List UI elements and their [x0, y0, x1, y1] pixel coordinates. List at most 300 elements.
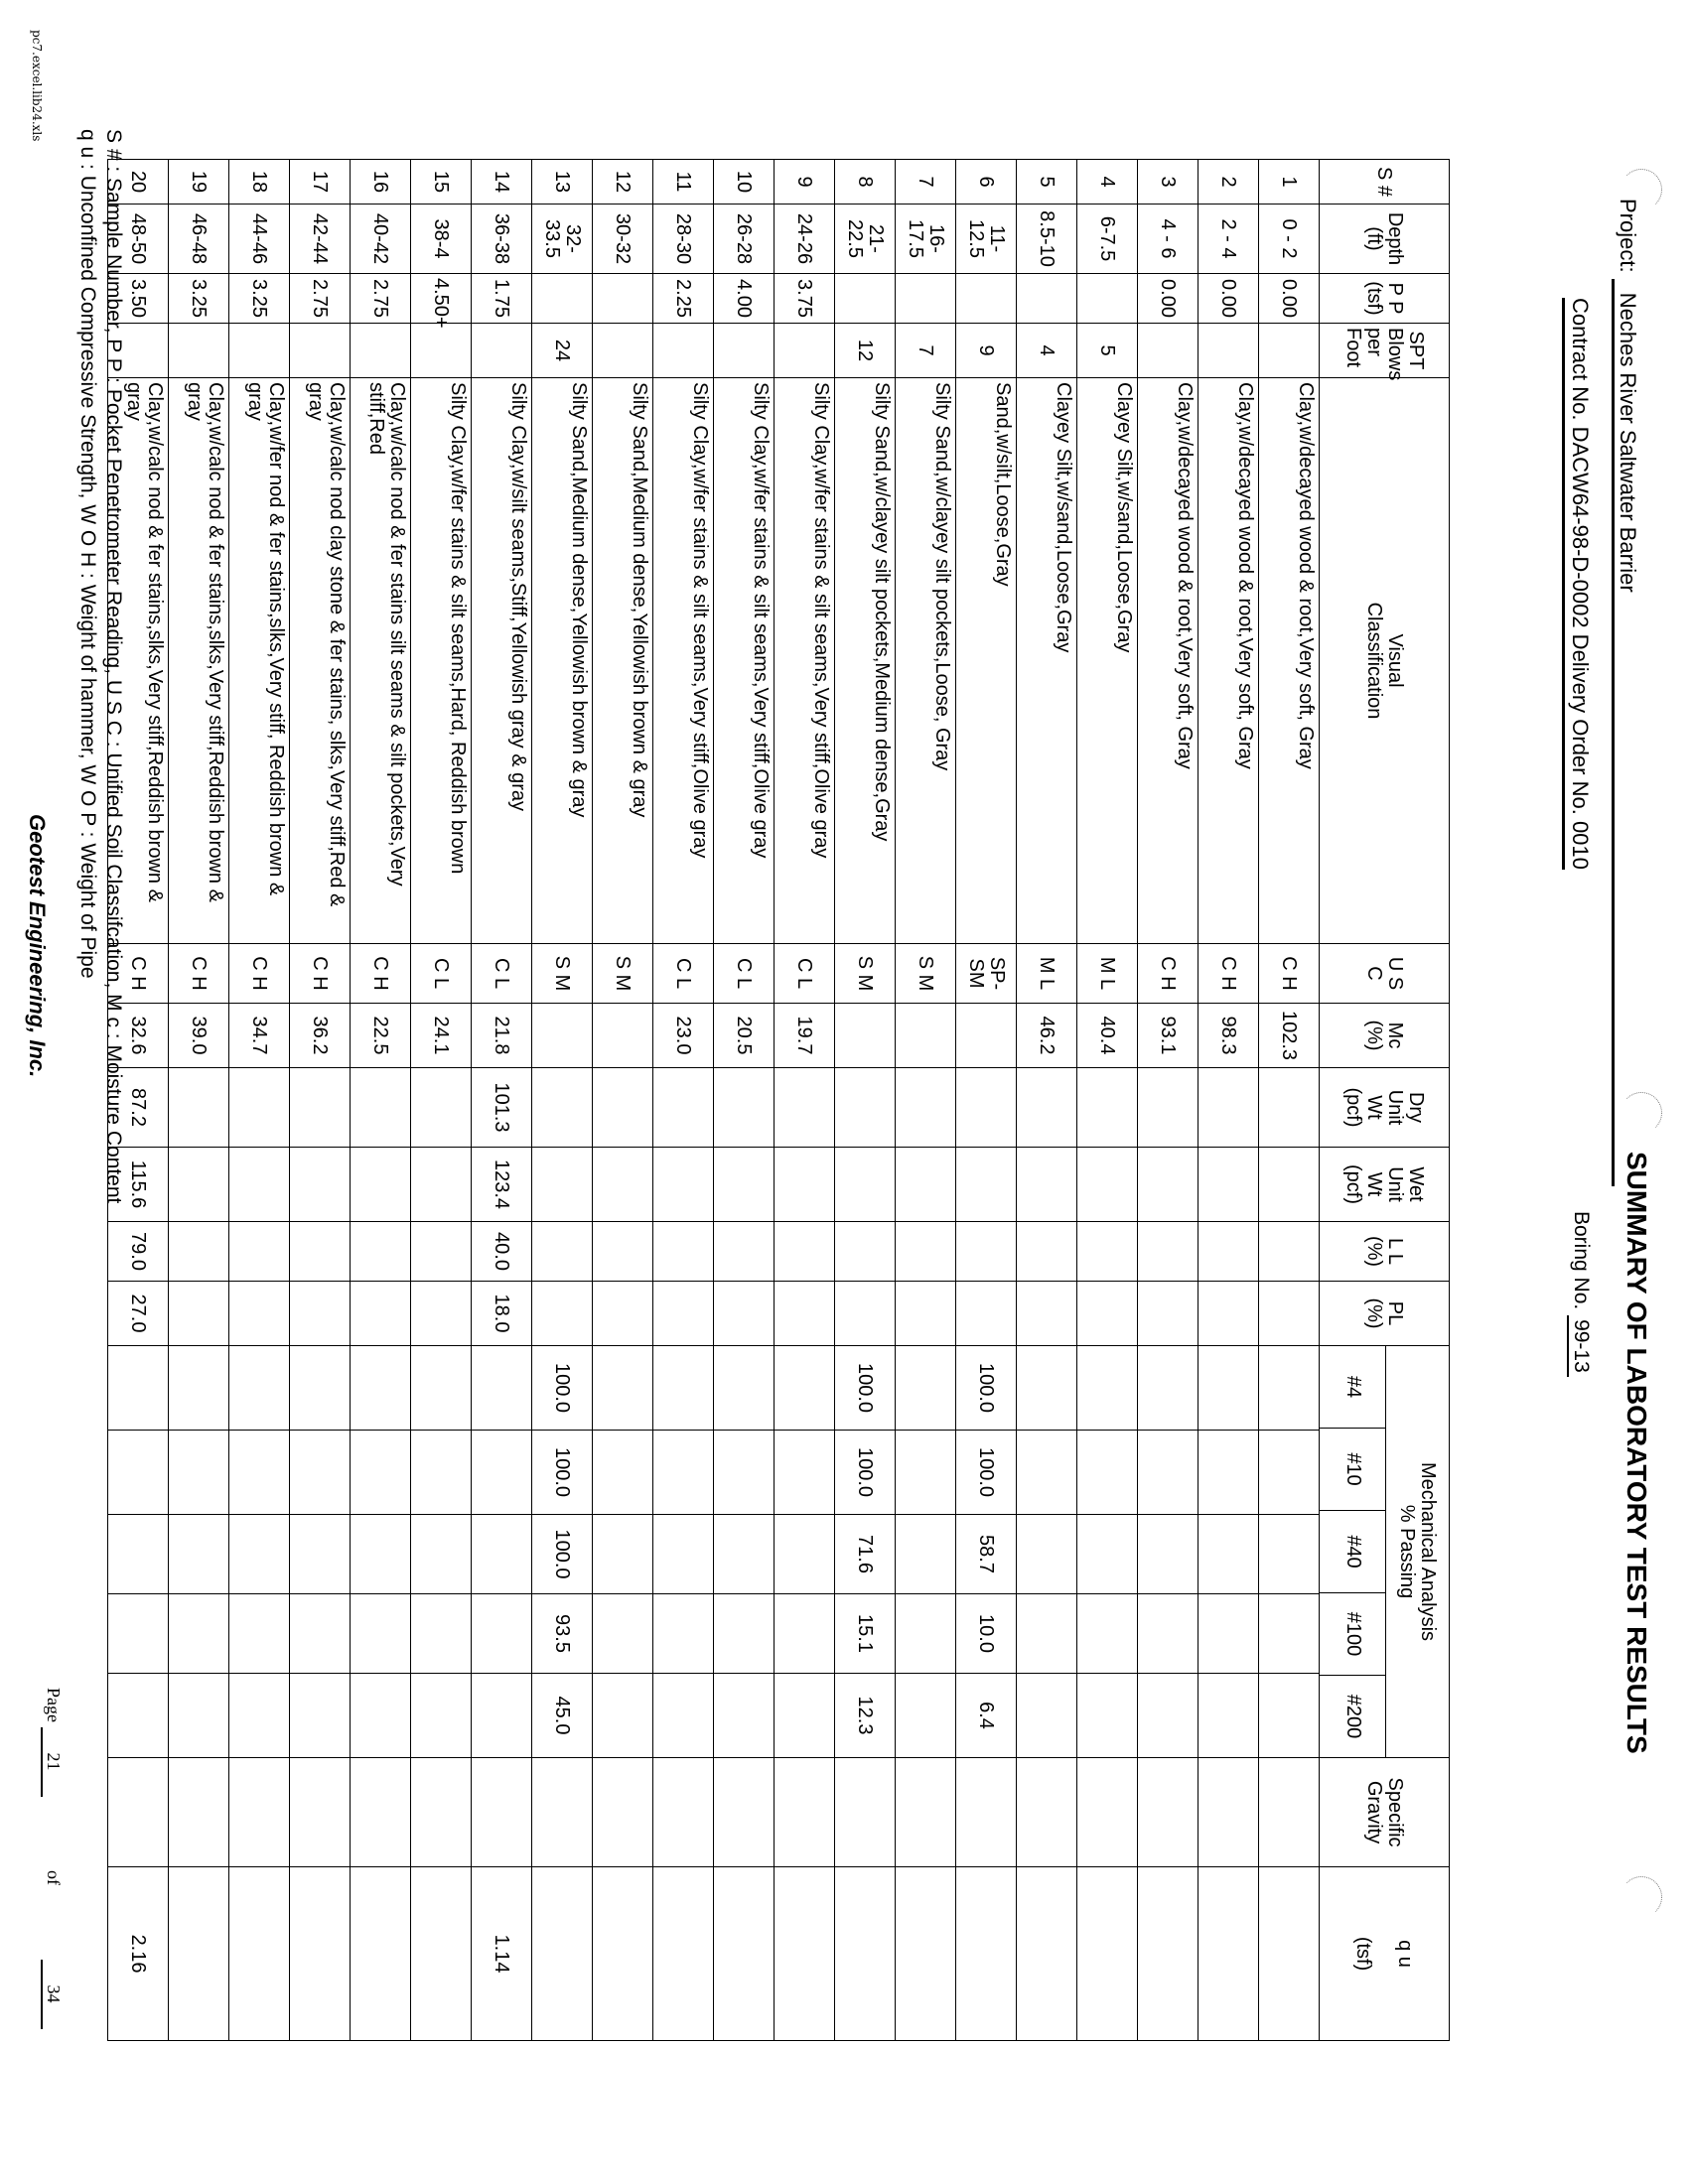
cell-usc: C H: [229, 944, 290, 1004]
cell-dry-unit-wt: [532, 1068, 593, 1148]
cell-wet-unit-wt: [714, 1148, 775, 1222]
cell-sieve-10: [896, 1431, 956, 1515]
cell-qu: [1017, 1867, 1077, 2041]
cell-visual-classification: Silty Sand,w/clayey silt pockets,Loose, Gray: [896, 378, 956, 944]
table-row: [411, 160, 472, 2041]
col-header-mc: Mc (%): [1320, 1004, 1450, 1068]
cell-spt: [1259, 324, 1320, 378]
cell-dry-unit-wt: [956, 1068, 1017, 1148]
cell-spt: 4: [1017, 324, 1077, 378]
cell-dry-unit-wt: [411, 1068, 472, 1148]
cell-wet-unit-wt: [169, 1148, 229, 1222]
lab-results-table: [107, 159, 1450, 2041]
cell-pp: 2.75: [290, 274, 351, 324]
cell-ll: [775, 1222, 835, 1282]
cell-sieve-10: [1198, 1431, 1259, 1515]
cell-ll: [411, 1222, 472, 1282]
punch-hole-mark: [1621, 1876, 1662, 1918]
cell-dry-unit-wt: [169, 1068, 229, 1148]
table-row: [1077, 160, 1138, 2041]
table-row: [1259, 160, 1320, 2041]
cell-sieve-200: [1017, 1674, 1077, 1758]
cell-visual-classification: Clay,w/calc nod & fer stains silt seams & silt pockets,Very stiff,Red: [351, 378, 411, 944]
cell-sieve-100: [169, 1594, 229, 1674]
cell-sample-no: 16: [351, 160, 411, 205]
page-label: Page: [44, 1688, 64, 1722]
cell-ll: [835, 1222, 896, 1282]
cell-sieve-200: [290, 1674, 351, 1758]
cell-sieve-200: [1077, 1674, 1138, 1758]
legend-line-1: S # : Sample Number, P P : Pocket Penetrometer Reading, U S C : Unified Soil Classifcation, M c : Moisture Content: [102, 129, 125, 1204]
cell-sieve-4: [411, 1346, 472, 1431]
cell-dry-unit-wt: 101.3: [472, 1068, 532, 1148]
cell-qu: [351, 1867, 411, 2041]
cell-sieve-40: [229, 1515, 290, 1594]
cell-sieve-200: [108, 1674, 169, 1758]
cell-mc: 19.7: [775, 1004, 835, 1068]
cell-wet-unit-wt: [1198, 1148, 1259, 1222]
cell-pp: [532, 274, 593, 324]
cell-sieve-200: [1259, 1674, 1320, 1758]
cell-mc: 46.2: [1017, 1004, 1077, 1068]
cell-depth: 0 - 2: [1259, 205, 1320, 274]
table-row: [532, 160, 593, 2041]
cell-dry-unit-wt: [290, 1068, 351, 1148]
cell-depth: 46-48: [169, 205, 229, 274]
col-header-usc: U S C: [1320, 944, 1450, 1004]
cell-pl: 27.0: [108, 1282, 169, 1346]
cell-dry-unit-wt: [835, 1068, 896, 1148]
cell-depth: 11-12.5: [956, 205, 1017, 274]
cell-wet-unit-wt: [1077, 1148, 1138, 1222]
cell-sieve-40: [411, 1515, 472, 1594]
cell-specific-gravity: [714, 1758, 775, 1867]
cell-sieve-100: 15.1: [835, 1594, 896, 1674]
cell-sieve-40: 100.0: [532, 1515, 593, 1594]
cell-spt: [593, 324, 653, 378]
cell-wet-unit-wt: [1017, 1148, 1077, 1222]
cell-sieve-200: [1198, 1674, 1259, 1758]
cell-sieve-40: 58.7: [956, 1515, 1017, 1594]
cell-specific-gravity: [1198, 1758, 1259, 1867]
cell-mc: 40.4: [1077, 1004, 1138, 1068]
cell-wet-unit-wt: [775, 1148, 835, 1222]
table-row: [714, 160, 775, 2041]
cell-spt: [775, 324, 835, 378]
cell-sieve-100: [896, 1594, 956, 1674]
cell-sieve-40: [108, 1515, 169, 1594]
cell-sieve-40: 71.6: [835, 1515, 896, 1594]
cell-sieve-4: [1198, 1346, 1259, 1431]
cell-mc: 93.1: [1138, 1004, 1198, 1068]
cell-sieve-100: [108, 1594, 169, 1674]
cell-dry-unit-wt: [896, 1068, 956, 1148]
cell-depth: 28-30: [653, 205, 714, 274]
cell-depth: 21-22.5: [835, 205, 896, 274]
cell-dry-unit-wt: [1138, 1068, 1198, 1148]
cell-sieve-4: [229, 1346, 290, 1431]
cell-pl: [351, 1282, 411, 1346]
cell-qu: [290, 1867, 351, 2041]
cell-sieve-200: [472, 1674, 532, 1758]
cell-sieve-10: [351, 1431, 411, 1515]
cell-sample-no: 5: [1017, 160, 1077, 205]
cell-ll: [714, 1222, 775, 1282]
cell-pl: [1138, 1282, 1198, 1346]
project-name: Neches River Saltwater Barrier: [1612, 279, 1640, 1186]
cell-sieve-100: [1259, 1594, 1320, 1674]
cell-sieve-4: [108, 1346, 169, 1431]
cell-sieve-200: [775, 1674, 835, 1758]
cell-usc: S M: [835, 944, 896, 1004]
cell-sieve-10: 100.0: [835, 1431, 896, 1515]
cell-sample-no: 8: [835, 160, 896, 205]
cell-depth: 24-26: [775, 205, 835, 274]
cell-mc: 21.8: [472, 1004, 532, 1068]
cell-depth: 32-33.5: [532, 205, 593, 274]
cell-sample-no: 18: [229, 160, 290, 205]
cell-specific-gravity: [290, 1758, 351, 1867]
cell-pl: [653, 1282, 714, 1346]
cell-sample-no: 14: [472, 160, 532, 205]
cell-sieve-40: [1138, 1515, 1198, 1594]
cell-usc: C H: [1259, 944, 1320, 1004]
cell-sieve-200: 6.4: [956, 1674, 1017, 1758]
cell-specific-gravity: [896, 1758, 956, 1867]
cell-mc: 34.7: [229, 1004, 290, 1068]
cell-sieve-100: 10.0: [956, 1594, 1017, 1674]
cell-spt: 9: [956, 324, 1017, 378]
cell-spt: [472, 324, 532, 378]
cell-sieve-10: [472, 1431, 532, 1515]
cell-depth: 44-46: [229, 205, 290, 274]
cell-usc: C H: [1138, 944, 1198, 1004]
cell-mc: [593, 1004, 653, 1068]
cell-sieve-10: [1077, 1431, 1138, 1515]
cell-qu: [956, 1867, 1017, 2041]
cell-sieve-40: [775, 1515, 835, 1594]
table-row: [1017, 160, 1077, 2041]
cell-sample-no: 15: [411, 160, 472, 205]
cell-visual-classification: Clayey Silt,w/sand,Loose,Gray: [1077, 378, 1138, 944]
cell-spt: [229, 324, 290, 378]
cell-sieve-40: [896, 1515, 956, 1594]
cell-wet-unit-wt: [1138, 1148, 1198, 1222]
cell-sample-no: 12: [593, 160, 653, 205]
cell-sieve-40: [714, 1515, 775, 1594]
cell-spt: 24: [532, 324, 593, 378]
cell-visual-classification: Silty Sand,Medium dense,Yellowish brown & gray: [532, 378, 593, 944]
cell-sieve-10: [411, 1431, 472, 1515]
cell-ll: [351, 1222, 411, 1282]
cell-mc: [896, 1004, 956, 1068]
page-total: 34: [41, 1960, 64, 2029]
col-header-ll: L L (%): [1320, 1222, 1450, 1282]
cell-pl: [593, 1282, 653, 1346]
cell-specific-gravity: [472, 1758, 532, 1867]
cell-sieve-100: [775, 1594, 835, 1674]
page-of-label: of: [44, 1870, 64, 1885]
col-header-specific-gravity: Specific Gravity: [1320, 1758, 1450, 1867]
cell-pl: [290, 1282, 351, 1346]
cell-usc: S M: [896, 944, 956, 1004]
cell-spt: [290, 324, 351, 378]
cell-sieve-4: [896, 1346, 956, 1431]
cell-sieve-200: 12.3: [835, 1674, 896, 1758]
cell-sieve-4: [1138, 1346, 1198, 1431]
cell-sample-no: 19: [169, 160, 229, 205]
cell-depth: 36-38: [472, 205, 532, 274]
cell-sieve-200: [351, 1674, 411, 1758]
cell-qu: [714, 1867, 775, 2041]
cell-sample-no: 1: [1259, 160, 1320, 205]
cell-sieve-200: [411, 1674, 472, 1758]
cell-dry-unit-wt: [351, 1068, 411, 1148]
table-row: [653, 160, 714, 2041]
cell-sieve-100: [653, 1594, 714, 1674]
cell-sieve-200: 45.0: [532, 1674, 593, 1758]
cell-pp: [1017, 274, 1077, 324]
cell-spt: 12: [835, 324, 896, 378]
cell-sieve-10: [1138, 1431, 1198, 1515]
cell-ll: [653, 1222, 714, 1282]
cell-visual-classification: Sand,w/silt,Loose,Gray: [956, 378, 1017, 944]
cell-dry-unit-wt: [775, 1068, 835, 1148]
cell-visual-classification: Clay,w/fer nod & fer stains,slks,Very stiff, Reddish brown & gray: [229, 378, 290, 944]
cell-mc: 39.0: [169, 1004, 229, 1068]
col-header-sieve-100: #100: [1321, 1593, 1386, 1676]
cell-sieve-40: [1259, 1515, 1320, 1594]
cell-sieve-4: [290, 1346, 351, 1431]
cell-usc: C H: [351, 944, 411, 1004]
cell-visual-classification: Silty Sand,Medium dense,Yellowish brown & gray: [593, 378, 653, 944]
boring-number: 99-13: [1567, 1315, 1593, 1377]
cell-qu: [1077, 1867, 1138, 2041]
cell-spt: [1138, 324, 1198, 378]
cell-depth: 40-42: [351, 205, 411, 274]
cell-qu: [835, 1867, 896, 2041]
cell-mc: 98.3: [1198, 1004, 1259, 1068]
col-header-sieve-40: #40: [1321, 1511, 1386, 1593]
table-row: [593, 160, 653, 2041]
cell-dry-unit-wt: [1077, 1068, 1138, 1148]
cell-mc: 22.5: [351, 1004, 411, 1068]
cell-pp: 3.75: [775, 274, 835, 324]
cell-specific-gravity: [593, 1758, 653, 1867]
cell-sieve-4: [714, 1346, 775, 1431]
cell-sample-no: 7: [896, 160, 956, 205]
cell-sieve-10: [1017, 1431, 1077, 1515]
cell-sieve-10: [108, 1431, 169, 1515]
cell-qu: [1198, 1867, 1259, 2041]
cell-usc: C H: [290, 944, 351, 1004]
cell-usc: C L: [714, 944, 775, 1004]
cell-wet-unit-wt: [351, 1148, 411, 1222]
table-row: [290, 160, 351, 2041]
cell-pl: [956, 1282, 1017, 1346]
cell-sieve-200: [896, 1674, 956, 1758]
col-header-visual-classification: Visual Classification: [1320, 378, 1450, 944]
cell-dry-unit-wt: [1259, 1068, 1320, 1148]
cell-visual-classification: Clay,w/calc nod & fer stains,slks,Very stiff,Reddish brown & gray: [169, 378, 229, 944]
cell-sieve-200: [229, 1674, 290, 1758]
table-header-row: [1320, 160, 1450, 2041]
cell-specific-gravity: [411, 1758, 472, 1867]
cell-dry-unit-wt: [1198, 1068, 1259, 1148]
cell-visual-classification: Clay,w/decayed wood & root,Very soft, Gray: [1138, 378, 1198, 944]
cell-sieve-10: [653, 1431, 714, 1515]
cell-sieve-40: [169, 1515, 229, 1594]
cell-spt: [411, 324, 472, 378]
col-header-spt: SPT Blows per Foot: [1320, 324, 1450, 378]
cell-mc: 23.0: [653, 1004, 714, 1068]
table-row: [956, 160, 1017, 2041]
cell-dry-unit-wt: [714, 1068, 775, 1148]
cell-specific-gravity: [653, 1758, 714, 1867]
cell-sieve-200: [1138, 1674, 1198, 1758]
cell-sieve-100: [351, 1594, 411, 1674]
cell-sieve-4: [593, 1346, 653, 1431]
boring-label: Boring No.: [1570, 1211, 1593, 1310]
cell-specific-gravity: [169, 1758, 229, 1867]
cell-visual-classification: Clay,w/decayed wood & root,Very soft, Gray: [1259, 378, 1320, 944]
cell-sieve-4: [472, 1346, 532, 1431]
cell-wet-unit-wt: [653, 1148, 714, 1222]
project-label: Project:: [1616, 199, 1640, 273]
cell-visual-classification: Clay,w/calc nod & fer stains,slks,Very stiff,Reddish brown & gray: [108, 378, 169, 944]
cell-sieve-4: [169, 1346, 229, 1431]
cell-pp: [1077, 274, 1138, 324]
cell-qu: [593, 1867, 653, 2041]
cell-pp: [896, 274, 956, 324]
cell-sieve-40: [1198, 1515, 1259, 1594]
cell-specific-gravity: [1138, 1758, 1198, 1867]
cell-depth: 2 - 4: [1198, 205, 1259, 274]
cell-mc: [532, 1004, 593, 1068]
cell-wet-unit-wt: [229, 1148, 290, 1222]
cell-pl: [532, 1282, 593, 1346]
cell-dry-unit-wt: [653, 1068, 714, 1148]
cell-qu: [1259, 1867, 1320, 2041]
col-header-dry-unit-wt: Dry Unit Wt (pcf): [1320, 1068, 1450, 1148]
cell-wet-unit-wt: [956, 1148, 1017, 1222]
cell-qu: [532, 1867, 593, 2041]
cell-pp: 4.50+: [411, 274, 472, 324]
cell-sieve-100: [593, 1594, 653, 1674]
cell-pp: 0.00: [1138, 274, 1198, 324]
cell-specific-gravity: [108, 1758, 169, 1867]
cell-sample-no: 3: [1138, 160, 1198, 205]
cell-pl: [1077, 1282, 1138, 1346]
cell-sieve-10: [169, 1431, 229, 1515]
cell-dry-unit-wt: 87.2: [108, 1068, 169, 1148]
cell-usc: S M: [593, 944, 653, 1004]
cell-pl: [896, 1282, 956, 1346]
cell-usc: C H: [1198, 944, 1259, 1004]
cell-sieve-10: [229, 1431, 290, 1515]
cell-specific-gravity: [532, 1758, 593, 1867]
cell-sieve-100: [714, 1594, 775, 1674]
cell-depth: 6-7.5: [1077, 205, 1138, 274]
boring-line: [1567, 1211, 1593, 1377]
cell-specific-gravity: [1259, 1758, 1320, 1867]
cell-sieve-4: [775, 1346, 835, 1431]
cell-specific-gravity: [351, 1758, 411, 1867]
cell-sample-no: 13: [532, 160, 593, 205]
cell-mc: 24.1: [411, 1004, 472, 1068]
col-header-qu: q u (tsf): [1320, 1867, 1450, 2041]
cell-sieve-40: [1017, 1515, 1077, 1594]
cell-visual-classification: Silty Sand,w/clayey silt pockets,Medium dense,Gray: [835, 378, 896, 944]
table-row: [775, 160, 835, 2041]
legend-line-2: q u : Unconfined Compressive Strength, W O H : Weight of hammer, W O P : Weight of Pipe: [76, 129, 99, 979]
cell-usc: S M: [532, 944, 593, 1004]
cell-pp: 2.75: [351, 274, 411, 324]
cell-sieve-200: [653, 1674, 714, 1758]
cell-sieve-4: [1077, 1346, 1138, 1431]
page-number: [41, 1688, 64, 2029]
cell-sieve-100: 93.5: [532, 1594, 593, 1674]
cell-ll: [1198, 1222, 1259, 1282]
cell-visual-classification: Silty Clay,w/fer stains & silt seams,Very stiff,Olive gray: [714, 378, 775, 944]
cell-spt: [169, 324, 229, 378]
cell-sample-no: 11: [653, 160, 714, 205]
cell-pl: [411, 1282, 472, 1346]
cell-visual-classification: Clay,w/decayed wood & root,Very soft, Gray: [1198, 378, 1259, 944]
cell-wet-unit-wt: [835, 1148, 896, 1222]
cell-depth: 8.5-10: [1017, 205, 1077, 274]
cell-specific-gravity: [835, 1758, 896, 1867]
cell-depth: 48-50: [108, 205, 169, 274]
cell-usc: C H: [169, 944, 229, 1004]
cell-pp: [956, 274, 1017, 324]
cell-visual-classification: Silty Clay,w/silt seams,Stiff,Yellowish gray & gray: [472, 378, 532, 944]
cell-ll: [1259, 1222, 1320, 1282]
cell-dry-unit-wt: [593, 1068, 653, 1148]
cell-qu: [1138, 1867, 1198, 2041]
cell-sieve-10: [290, 1431, 351, 1515]
table-row: [229, 160, 290, 2041]
cell-qu: 2.16: [108, 1867, 169, 2041]
cell-sample-no: 4: [1077, 160, 1138, 205]
col-header-depth: Depth (ft): [1320, 205, 1450, 274]
page-current: 21: [41, 1727, 64, 1797]
cell-sieve-100: [472, 1594, 532, 1674]
cell-usc: C L: [775, 944, 835, 1004]
cell-sieve-10: 100.0: [956, 1431, 1017, 1515]
table-row: [351, 160, 411, 2041]
cell-sieve-100: [1017, 1594, 1077, 1674]
cell-usc: C L: [411, 944, 472, 1004]
cell-pp: 4.00: [714, 274, 775, 324]
cell-sample-no: 9: [775, 160, 835, 205]
cell-usc: C L: [653, 944, 714, 1004]
cell-sieve-4: 100.0: [532, 1346, 593, 1431]
page-title: SUMMARY OF LABORATORY TEST RESULTS: [1622, 1152, 1652, 1754]
cell-qu: [775, 1867, 835, 2041]
cell-sieve-40: [653, 1515, 714, 1594]
cell-wet-unit-wt: 123.4: [472, 1148, 532, 1222]
cell-mc: 36.2: [290, 1004, 351, 1068]
col-header-sample-no: S #: [1320, 160, 1450, 205]
table-row: [169, 160, 229, 2041]
cell-specific-gravity: [775, 1758, 835, 1867]
cell-depth: 16-17.5: [896, 205, 956, 274]
cell-dry-unit-wt: [1017, 1068, 1077, 1148]
col-header-pl: PL (%): [1320, 1282, 1450, 1346]
cell-pp: 0.00: [1259, 274, 1320, 324]
cell-sieve-10: [714, 1431, 775, 1515]
